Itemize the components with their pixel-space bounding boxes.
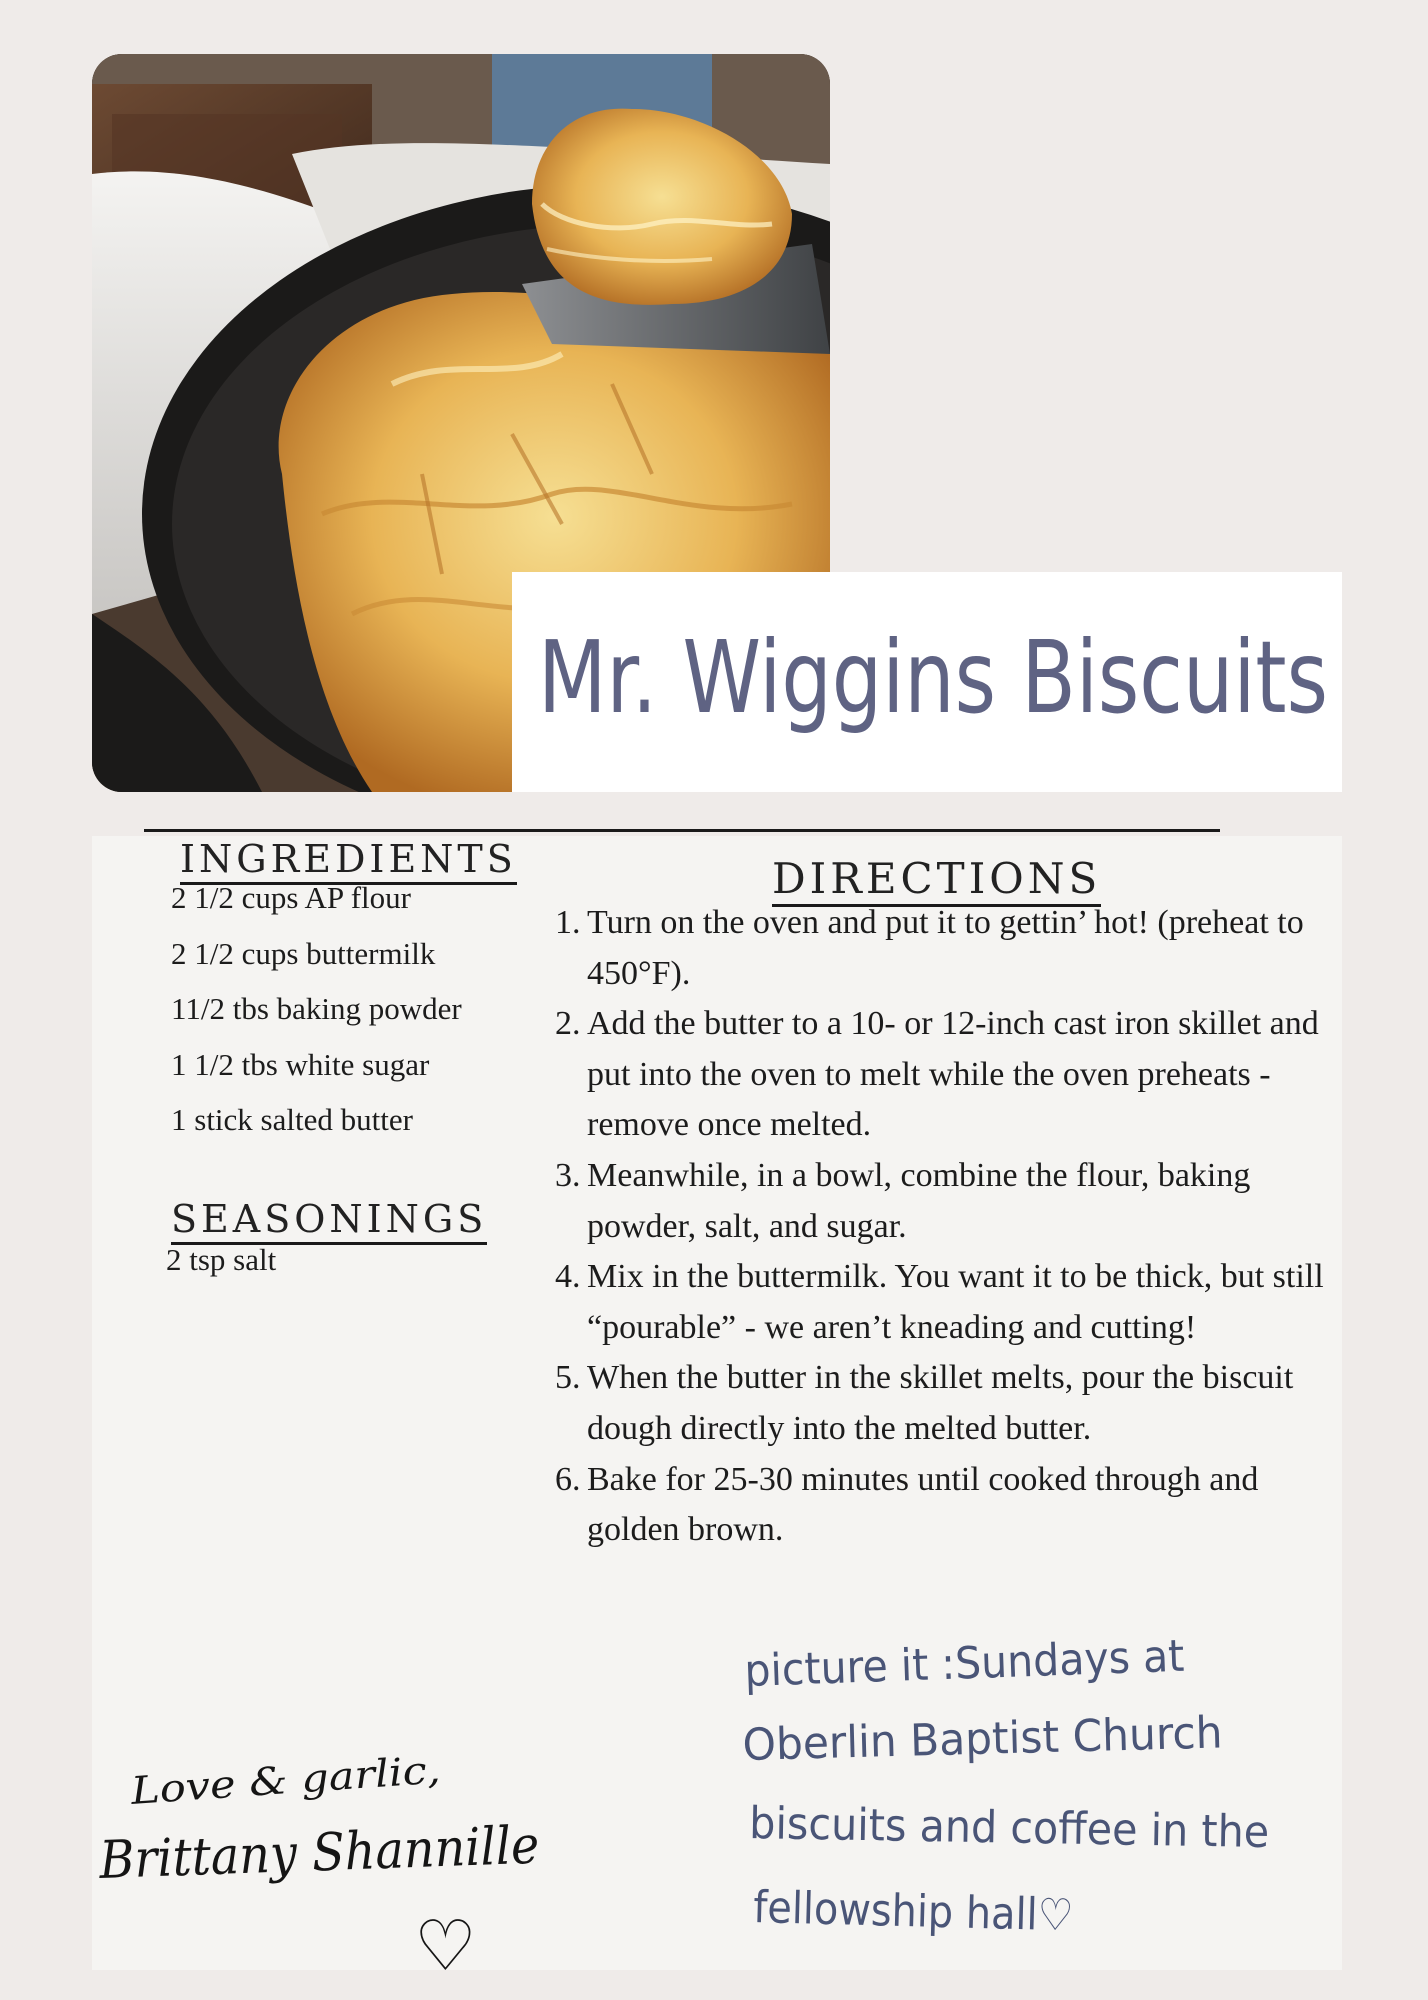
- direction-step: [555, 1455, 1345, 1556]
- step-number: 2.: [555, 1005, 581, 1043]
- recipe-title-text: Mr. Wiggins Biscuits: [538, 619, 1328, 736]
- ingredients-heading: INGREDIENTS: [180, 840, 517, 885]
- title-card: [512, 572, 1342, 792]
- note-line: picture it :Sundays at: [743, 1629, 1217, 1697]
- step-number: 6.: [555, 1460, 581, 1498]
- ingredients-list: [171, 878, 462, 1156]
- seasonings-heading: SEASONINGS: [171, 1200, 487, 1245]
- seasoning-item: 2 tsp salt: [166, 1242, 277, 1277]
- seasonings-list: [166, 1240, 276, 1280]
- note-line: biscuits and coffee in the: [748, 1798, 1304, 1859]
- ingredient-item: 2 1/2 cups buttermilk: [171, 935, 436, 971]
- directions-list: [555, 898, 1345, 1556]
- step-text: Turn on the oven and put it to gettin’ hot! (preheat to 450°F).: [587, 904, 1304, 992]
- step-number: 5.: [555, 1359, 581, 1397]
- step-number: 4.: [555, 1258, 581, 1296]
- signature: [96, 1748, 580, 1988]
- direction-step: [555, 1353, 1345, 1454]
- direction-step: [555, 898, 1345, 999]
- step-text: When the butter in the skillet melts, pour the biscuit dough directly into the melted butter.: [587, 1359, 1294, 1447]
- step-number: 1.: [555, 904, 581, 941]
- handwritten-note: [735, 1629, 1335, 1958]
- step-text: Meanwhile, in a bowl, combine the flour, baking powder, salt, and sugar.: [587, 1156, 1251, 1245]
- step-text: Mix in the buttermilk. You want it to be thick, but still “pourable” - we aren’t kneading and cutting!: [587, 1258, 1324, 1346]
- step-number: 3.: [555, 1156, 581, 1194]
- step-text: Bake for 25-30 minutes until cooked through and golden brown.: [587, 1460, 1259, 1549]
- ingredient-item: 1 1/2 tbs white sugar: [171, 1046, 430, 1082]
- heart-icon: ♡: [414, 1905, 477, 1987]
- direction-step: [555, 1252, 1345, 1353]
- signature-line: Love & garlic,: [129, 1750, 405, 1813]
- note-line: fellowship hall♡: [752, 1882, 1108, 1943]
- directions-heading: DIRECTIONS: [772, 858, 1101, 907]
- direction-step: [555, 1151, 1345, 1252]
- direction-step: [555, 999, 1345, 1151]
- ingredient-item: 2 1/2 cups AP flour: [171, 880, 411, 915]
- ingredient-item: 11/2 tbs baking powder: [171, 991, 462, 1026]
- divider-rule: [144, 829, 1220, 832]
- recipe-title: [532, 592, 1332, 782]
- note-line: Oberlin Baptist Church: [741, 1706, 1242, 1771]
- step-text: Add the butter to a 10- or 12-inch cast iron skillet and put into the oven to melt while the oven preheats - remove once melted.: [587, 1005, 1319, 1144]
- signature-line: Brittany Shannille: [98, 1814, 580, 1891]
- ingredient-item: 1 stick salted butter: [171, 1102, 413, 1137]
